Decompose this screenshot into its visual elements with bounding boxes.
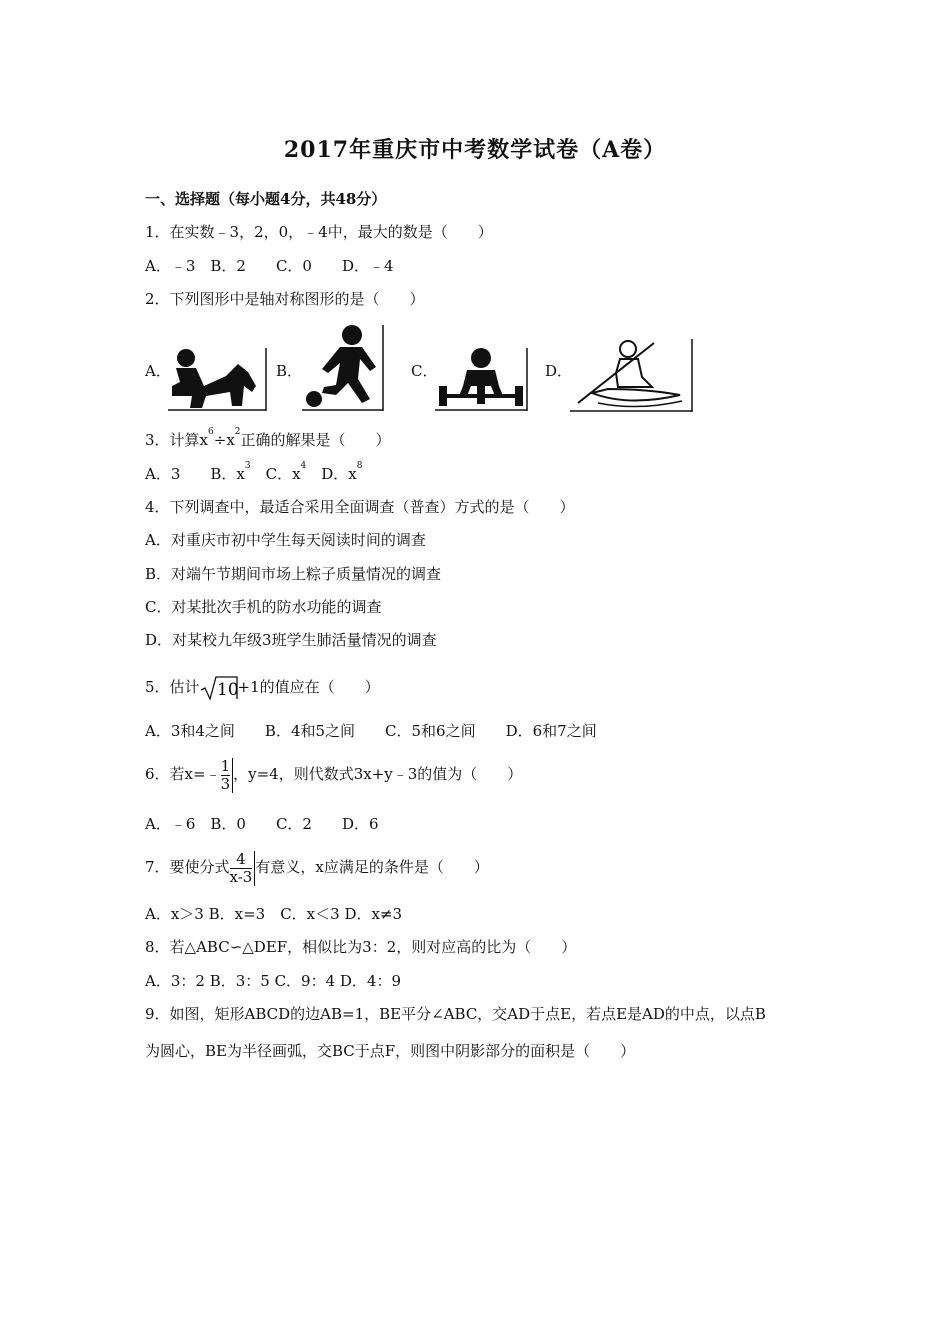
q3-suffix: 正确的解果是（ ） — [240, 431, 391, 449]
question-6-options: A．﹣6 B．0 C．2 D．6 — [145, 815, 379, 833]
question-5-options: A．3和4之间 B．4和5之间 C．5和6之间 D．6和7之间 — [145, 722, 597, 740]
question-4-option-b: B．对端午节期间市场上粽子质量情况的调查 — [145, 565, 442, 583]
question-4-option-c: C．对某批次手机的防水功能的调查 — [145, 598, 382, 616]
weightlifter-icon — [433, 346, 529, 412]
q3-exponent-1: 6 — [208, 427, 214, 437]
question-6-stem — [145, 752, 522, 796]
question-8-stem: 8．若△ABC∽△DEF，相似比为3：2，则对应高的比为（ ） — [145, 938, 577, 956]
option-c-label: C． — [411, 362, 438, 380]
q3-option-b-exp: 3 — [244, 461, 251, 471]
radical-sign-icon — [200, 675, 238, 701]
question-7-options: A．x＞3 B．x=3 C．x＜3 D．x≠3 — [145, 905, 403, 923]
square-root — [200, 675, 238, 701]
question-9-line-1: 9．如图，矩形ABCD的边AB=1，BE平分∠ABC，交AD于点E，若点E是AD的中点，以点B — [145, 1005, 766, 1023]
q3-option-d: D．x — [306, 465, 357, 483]
q3-option-c-exp: 4 — [300, 461, 307, 471]
radicand: 10 — [216, 680, 238, 700]
fraction-numerator: 1 — [220, 756, 231, 775]
section-heading: 一、选择题（每小题4分，共48分） — [145, 190, 387, 208]
fraction-4-over-x-3 — [230, 851, 256, 886]
soccer-player-icon — [300, 323, 386, 412]
option-a-label: A． — [145, 362, 171, 380]
horse-rider-icon — [166, 346, 268, 412]
page-title: 2017年重庆市中考数学试卷（A卷） — [283, 137, 667, 163]
question-3-stem — [145, 427, 391, 450]
kayaker-icon — [568, 337, 694, 413]
question-8-options: A．3：2 B．3：5 C．9：4 D．4：9 — [145, 972, 402, 990]
fraction-one-third — [221, 758, 234, 793]
question-1-stem: 1．在实数﹣3，2，0，﹣4中，最大的数是（ ） — [145, 223, 493, 241]
question-3-options — [145, 461, 363, 484]
q3-exponent-2: 2 — [234, 427, 241, 437]
question-4-stem: 4．下列调查中，最适合采用全面调查（普查）方式的是（ ） — [145, 498, 575, 516]
q3-option-ab: A．3 B．x — [145, 465, 245, 483]
question-4-option-d: D．对某校九年级3班学生肺活量情况的调查 — [145, 631, 437, 649]
q7-prefix: 7．要使分式 — [145, 858, 230, 876]
fraction-denominator: 3 — [220, 774, 231, 793]
fraction-denominator: x-3 — [229, 867, 253, 886]
q5-prefix: 5．估计 — [145, 678, 200, 696]
question-5-stem — [145, 675, 380, 701]
q6-prefix: 6．若x=﹣ — [145, 765, 221, 783]
q3-option-d-exp: 8 — [356, 461, 363, 471]
question-4-option-a: A．对重庆市初中学生每天阅读时间的调查 — [145, 531, 426, 549]
option-d-label: D． — [545, 362, 573, 380]
fraction-numerator: 4 — [236, 849, 246, 868]
q5-suffix: +1的值应在（ ） — [237, 678, 380, 696]
q7-suffix: 有意义，x应满足的条件是（ ） — [255, 858, 489, 876]
question-7-stem — [145, 845, 489, 889]
q3-mid: ÷x — [213, 431, 235, 449]
q6-suffix: ，y=4，则代数式3x+y﹣3的值为（ ） — [233, 765, 523, 783]
q3-option-c: C．x — [250, 465, 301, 483]
question-2-stem: 2．下列图形中是轴对称图形的是（ ） — [145, 290, 425, 308]
question-9-line-2: 为圆心，BE为半径画弧，交BC于点F，则图中阴影部分的面积是（ ） — [145, 1042, 636, 1060]
question-1-options: A．﹣3 B．2 C．0 D．﹣4 — [145, 257, 394, 275]
q3-prefix: 3．计算x — [145, 431, 209, 449]
option-b-label: B． — [276, 362, 303, 380]
